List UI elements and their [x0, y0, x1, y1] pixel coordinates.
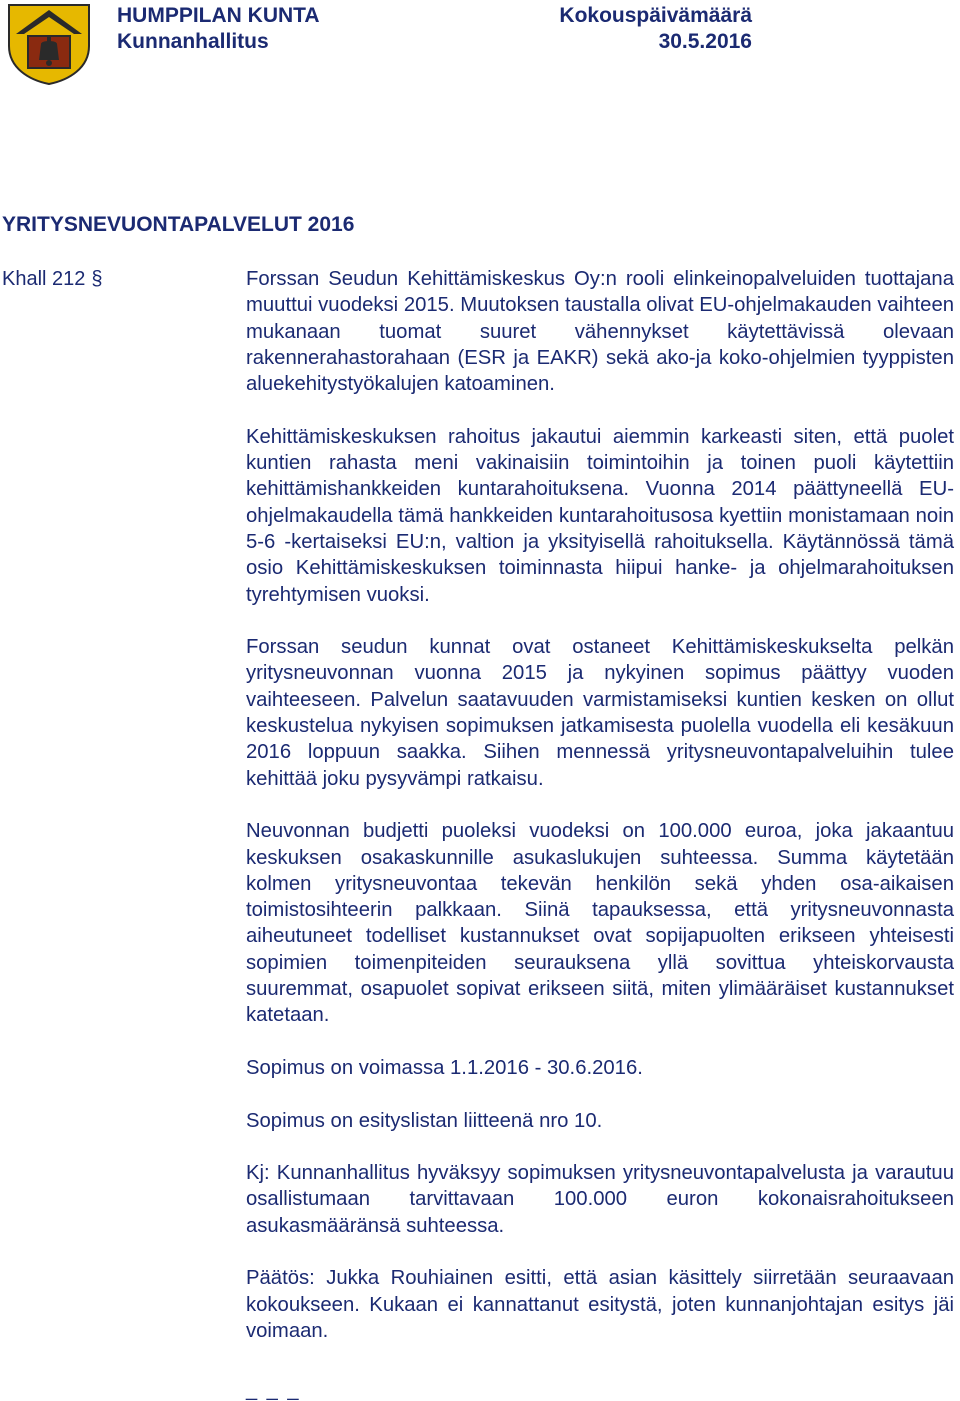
paragraph-funding: Kehittämiskeskuksen rahoitus jakautui aiemmin karkeasti siten, että puolet kuntien rahasta meni vakinaisiin toimintoihin ja toinen puoli käytettiin kehittämishankkeiden kuntarahoituksena. Vuonna 2014 päättyneellä EU-ohjelmakaudella tämä hankkeiden kuntarahoitusosa kyettiin monistamaan noin 5-6 -kertaiseksi EU:n, valtion ja yksityisellä rahoituksella. Käytännössä tämä osio Kehittämiskeskuksen toiminnasta hiipui hanke- ja ohjelmarahoituksen tyrehtymisen vuoksi.	[246, 425, 954, 606]
date-label: Kokouspäivämäärä	[559, 4, 752, 27]
section-title: YRITYSNEVUONTAPALVELUT 2016	[2, 213, 355, 236]
header-right	[559, 3, 752, 55]
paragraph-proposal: Kj: Kunnanhallitus hyväksyy sopimuksen yritysneuvontapalvelusta ja varautuu osallistumaan tarvittavaan 100.000 euron kokonaisrahoitukseen asukasmääränsä suhteessa.	[246, 1162, 954, 1237]
municipal-crest-bell-icon	[6, 2, 92, 86]
section-symbol: §	[91, 268, 103, 290]
org-name: HUMPPILAN KUNTA	[117, 4, 320, 27]
item-ref-number: Khall 212	[2, 268, 86, 290]
document-body	[246, 266, 954, 1370]
item-reference	[2, 266, 103, 292]
date-value: 30.5.2016	[658, 30, 752, 53]
paragraph-decision: Päätös: Jukka Rouhiainen esitti, että asian käsittely siirretään seuraavaan kokoukseen. Kukaan ei kannattanut esitystä, joten kunnanjohtajan esitys jäi voimaan.	[246, 1267, 954, 1342]
paragraph-attachment: Sopimus on esityslistan liitteenä nro 10.	[246, 1109, 603, 1132]
paragraph-background: Forssan Seudun Kehittämiskeskus Oy:n rooli elinkeinopalveluiden tuottajana muuttui vuodeksi 2015. Muutoksen taustalla olivat EU-ohjelmakauden vaihteen mukanaan tuomat suuret vähennykset käytettävissä olevaan rakennerahastorahaan (ESR ja EAKR) sekä ako-ja koko-ohjelmien tyyppisten aluekehitystyökalujen katoaminen.	[246, 268, 955, 396]
closing-dashes: _ _ _	[246, 1379, 301, 1401]
paragraph-purchasing: Forssan seudun kunnat ovat ostaneet Kehittämiskeskukselta pelkän yritysneuvonnan vuonna 2015 ja nykyinen sopimus päättyy vuoden vaihteeseen. Palvelun saatavuuden varmistamiseksi kuntien kesken on ollut keskustelua nykyisen sopimuksen jatkamisesta puolella vuodella eli kesäkuun 2016 loppuun saakka. Siihen mennessä yritysneuvontapalveluihin tulee kehittää joku pysyvämpi ratkaisu.	[246, 636, 954, 790]
paragraph-budget: Neuvonnan budjetti puoleksi vuodeksi on 100.000 euroa, joka jakaantuu keskuksen osakaskunnille asukaslukujen suhteessa. Summa käytetään kolmen yritysneuvontaa tekevän henkilön sekä yhden osa-aikaisen toimistosihteerin palkkaan. Siinä tapauksessa, että yritysneuvonnasta aiheutuneet todelliset kustannukset ovat sopijapuolten erikseen yhteisesti sopimien toimenpiteiden seurauksena yllä sovittua yhteiskorvausta suuremmat, osapuolet sopivat erikseen siitä, miten ylimääräiset kustannukset katetaan.	[246, 820, 954, 1027]
header-left	[117, 3, 320, 55]
paragraph-validity: Sopimus on voimassa 1.1.2016 - 30.6.2016.	[246, 1056, 643, 1079]
body-name: Kunnanhallitus	[117, 30, 269, 53]
